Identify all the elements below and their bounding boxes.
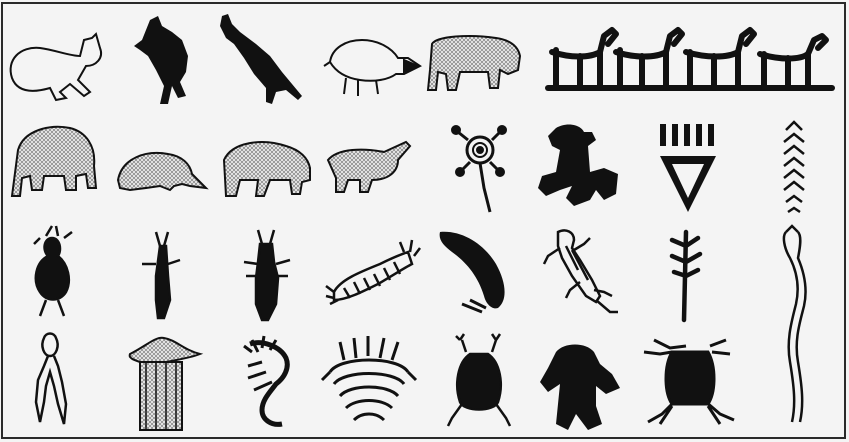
frog-spread-glyph bbox=[644, 340, 734, 424]
spiral-figure-glyph bbox=[452, 126, 506, 212]
branching-stick-glyph bbox=[672, 232, 700, 320]
jellyfish-stippled-glyph bbox=[130, 338, 200, 430]
quadruped-running-glyph bbox=[220, 14, 302, 104]
frog-small-glyph bbox=[448, 334, 510, 426]
insect-bulbous-glyph bbox=[34, 226, 72, 316]
armadillo-stippled-glyph bbox=[118, 153, 206, 190]
insect-segmented-glyph bbox=[244, 230, 290, 320]
scorpion-glyph bbox=[244, 336, 287, 424]
triangle-rays-glyph bbox=[660, 124, 716, 212]
lizard-solid-glyph bbox=[538, 125, 618, 206]
ribbed-creature-glyph bbox=[322, 336, 416, 420]
plate-frame bbox=[2, 3, 845, 438]
caterpillar-glyph bbox=[326, 240, 420, 304]
anteater-stippled-glyph bbox=[328, 142, 410, 192]
tapir-stippled-glyph bbox=[12, 127, 96, 196]
chevron-column-glyph bbox=[784, 122, 804, 212]
tentacle-outline-glyph bbox=[36, 334, 66, 425]
capybara-stippled-glyph bbox=[428, 36, 520, 90]
snake-outline-glyph bbox=[784, 226, 806, 422]
bird-wing-glyph bbox=[440, 232, 505, 312]
quadruped-frieze-glyph bbox=[548, 30, 832, 88]
feline-outline-glyph bbox=[11, 34, 101, 100]
quadruped-leaping-glyph bbox=[134, 16, 188, 104]
armadillo-outline-glyph bbox=[324, 40, 420, 96]
lizard-outline-glyph bbox=[544, 230, 618, 312]
insect-slender-glyph bbox=[142, 232, 180, 318]
peccary-stippled-glyph bbox=[224, 142, 310, 196]
frog-solid-glyph bbox=[540, 345, 620, 431]
